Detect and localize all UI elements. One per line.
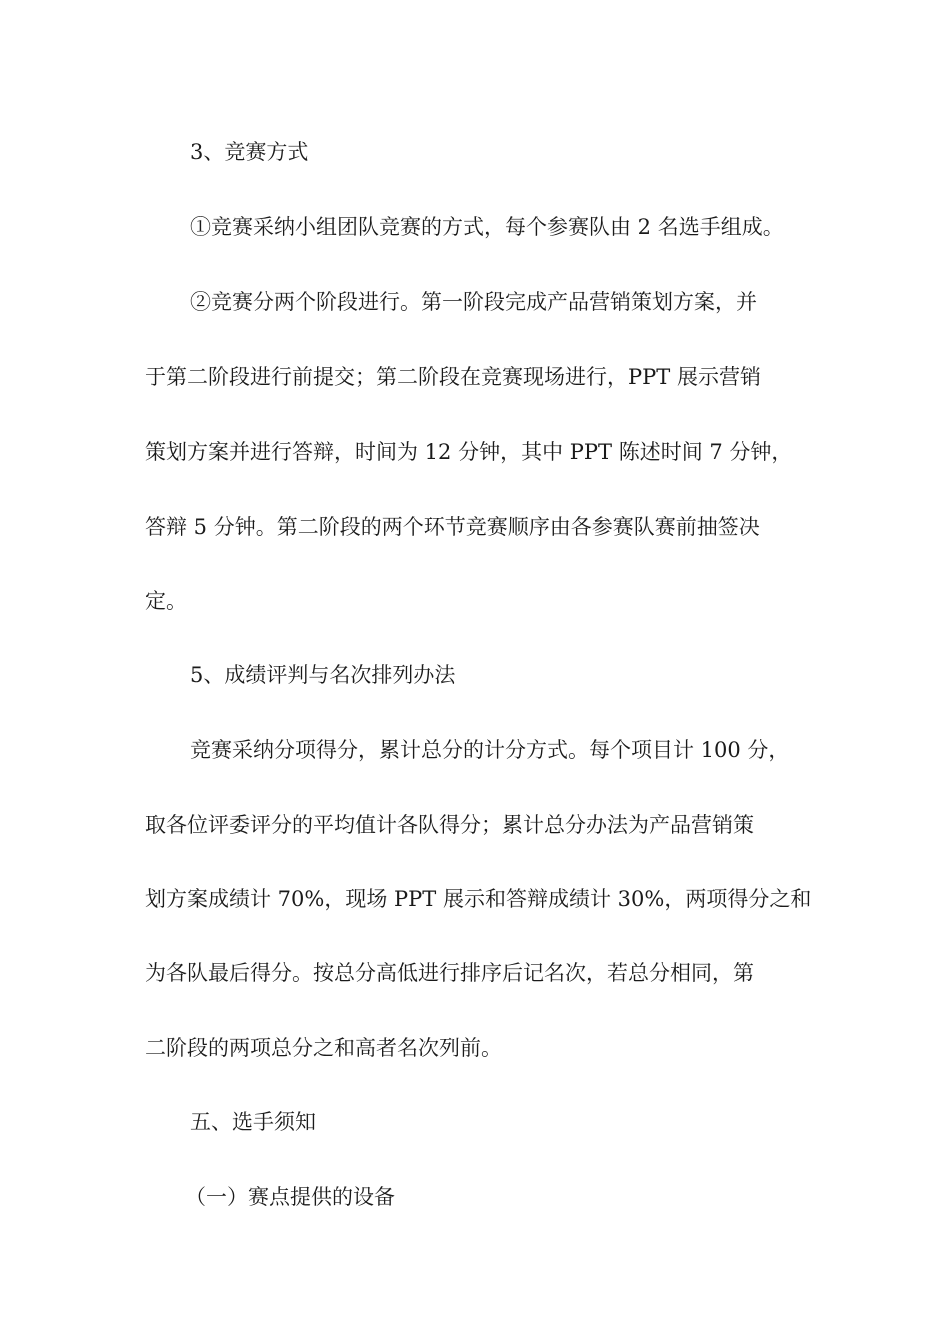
paragraph-line: 竞赛采纳分项得分，累计总分的计分方式。每个项目计 100 分， xyxy=(190,738,790,762)
section-heading-scoring: 5、成绩评判与名次排列办法 xyxy=(190,663,456,687)
section-heading-contestant-notice: 五、选手须知 xyxy=(190,1110,316,1134)
paragraph-line: 为各队最后得分。按总分高低进行排序后记名次，若总分相同，第 xyxy=(145,961,754,985)
paragraph-line: 答辩 5 分钟。第二阶段的两个环节竞赛顺序由各参赛队赛前抽签决 xyxy=(145,515,760,539)
paragraph-line: ①竞赛采纳小组团队竞赛的方式，每个参赛队由 2 名选手组成。 xyxy=(190,215,784,239)
subsection-heading-equipment: （一）赛点提供的设备 xyxy=(185,1185,395,1209)
paragraph-line: 取各位评委评分的平均值计各队得分；累计总分办法为产品营销策 xyxy=(145,813,754,837)
section-heading-competition-format: 3、竞赛方式 xyxy=(190,140,309,164)
paragraph-line: 定。 xyxy=(145,589,187,613)
paragraph-line: 划方案成绩计 70%，现场 PPT 展示和答辩成绩计 30%，两项得分之和 xyxy=(145,887,812,911)
paragraph-line: 策划方案并进行答辩，时间为 12 分钟，其中 PPT 陈述时间 7 分钟， xyxy=(145,440,793,464)
paragraph-line: ②竞赛分两个阶段进行。第一阶段完成产品营销策划方案，并 xyxy=(190,290,757,314)
paragraph-line: 二阶段的两项总分之和高者名次列前。 xyxy=(145,1036,502,1060)
paragraph-line: 于第二阶段进行前提交；第二阶段在竞赛现场进行，PPT 展示营销 xyxy=(145,365,761,389)
